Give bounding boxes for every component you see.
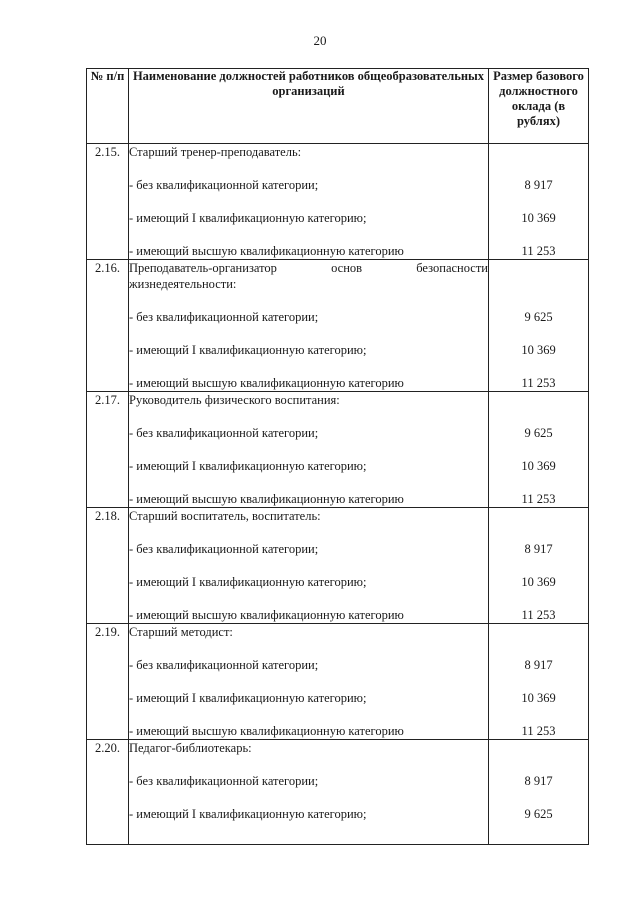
row-number: 2.15. xyxy=(87,144,129,260)
table-row xyxy=(87,392,589,508)
salary-value: 11 253 xyxy=(521,244,556,258)
position-title: Старший методист: xyxy=(129,625,233,639)
salary-cell xyxy=(489,260,589,392)
row-number: 2.16. xyxy=(87,260,129,392)
header-position-name: Наименование должностей работников общеобразовательных организаций xyxy=(129,69,489,144)
salary-value: 10 369 xyxy=(521,211,556,225)
category-label: - имеющий I квалификационную категорию; xyxy=(129,575,367,589)
table-row xyxy=(87,144,589,260)
position-title: Руководитель физического воспитания: xyxy=(129,393,340,407)
row-number: 2.19. xyxy=(87,624,129,740)
position-title: Старший воспитатель, воспитатель: xyxy=(129,509,321,523)
row-number: 2.20. xyxy=(87,740,129,845)
position-cell xyxy=(129,260,489,392)
salary-value: 8 917 xyxy=(524,542,553,556)
salary-value: 9 625 xyxy=(524,310,553,324)
salary-value: 10 369 xyxy=(521,459,556,473)
position-cell xyxy=(129,392,489,508)
table-row xyxy=(87,260,589,392)
salary-value: 10 369 xyxy=(521,691,556,705)
salary-cell xyxy=(489,392,589,508)
salary-value: 11 253 xyxy=(521,724,556,738)
salary-value: 11 253 xyxy=(521,608,556,622)
category-label: - без квалификационной категории; xyxy=(129,542,319,556)
page-number: 20 xyxy=(313,33,327,48)
category-label: - без квалификационной категории; xyxy=(129,426,319,440)
category-label: - имеющий высшую квалификационную категорию xyxy=(129,492,404,506)
salary-value: 11 253 xyxy=(521,376,556,390)
table-row xyxy=(87,740,589,845)
category-label: - имеющий I квалификационную категорию; xyxy=(129,343,367,357)
category-label: - имеющий высшую квалификационную категорию xyxy=(129,608,404,622)
header-number: № п/п xyxy=(87,69,129,144)
category-label: - имеющий I квалификационную категорию; xyxy=(129,691,367,705)
category-label: - без квалификационной категории; xyxy=(129,774,319,788)
salary-value: 10 369 xyxy=(521,343,556,357)
table-row xyxy=(87,508,589,624)
salary-value: 8 917 xyxy=(524,178,553,192)
salary-value: 9 625 xyxy=(524,807,553,821)
salary-value: 8 917 xyxy=(524,774,553,788)
category-label: - имеющий I квалификационную категорию; xyxy=(129,459,367,473)
category-label: - имеющий высшую квалификационную категорию xyxy=(129,244,404,258)
position-title: Педагог-библиотекарь: xyxy=(129,741,252,755)
salary-cell xyxy=(489,508,589,624)
position-title: Старший тренер-преподаватель: xyxy=(129,145,302,159)
salary-value: 11 253 xyxy=(521,492,556,506)
category-label: - имеющий I квалификационную категорию; xyxy=(129,211,367,225)
position-cell xyxy=(129,740,489,845)
category-label: - без квалификационной категории; xyxy=(129,658,319,672)
position-cell xyxy=(129,144,489,260)
category-label: - имеющий высшую квалификационную категорию xyxy=(129,376,404,390)
salary-value: 10 369 xyxy=(521,575,556,589)
position-title: Преподаватель-организатор основ безопасности жизнедеятельности: xyxy=(129,261,488,291)
row-number: 2.18. xyxy=(87,508,129,624)
table-header-row xyxy=(87,69,589,144)
salary-value: 9 625 xyxy=(524,426,553,440)
category-label: - имеющий высшую квалификационную категорию xyxy=(129,724,404,738)
position-cell xyxy=(129,508,489,624)
row-number: 2.17. xyxy=(87,392,129,508)
category-label: - без квалификационной категории; xyxy=(129,178,319,192)
salary-value: 8 917 xyxy=(524,658,553,672)
position-cell xyxy=(129,624,489,740)
salary-cell xyxy=(489,144,589,260)
header-salary: Размер базового должностного оклада (в рублях) xyxy=(489,69,589,144)
salary-table xyxy=(86,68,589,845)
table-row xyxy=(87,624,589,740)
salary-cell xyxy=(489,740,589,845)
category-label: - имеющий I квалификационную категорию; xyxy=(129,807,367,821)
category-label: - без квалификационной категории; xyxy=(129,310,319,324)
salary-cell xyxy=(489,624,589,740)
